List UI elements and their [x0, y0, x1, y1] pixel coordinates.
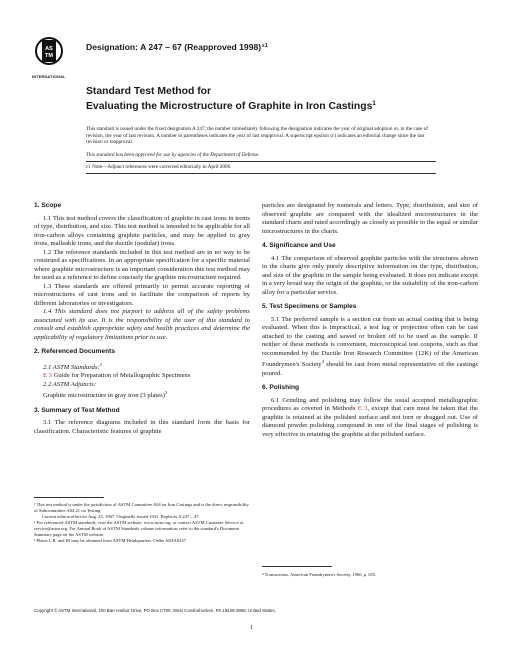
section-heading: 6. Polishing: [262, 384, 300, 392]
standard-note: This standard is issued under the fixed designation A 247; the number immediately following the designation indicates the year of original adoption or, in the case of revision, the year of last revision. A number in parentheses indicates the year of last reapproval. A superscript epsilon (ε) indicates an editorial change since the last revision or reapproval.: [86, 126, 428, 146]
footnote: ² For referenced ASTM standards, visit the ASTM website, www.astm.org, or contact ASTM Customer Service at service@astm.org. For Annual Book of ASTM Standards volume information, refer to the standard's Document Summary page on the ASTM website.: [34, 520, 243, 537]
footnote: Current edition effective Aug. 25, 1967. Originally issued 1941. Replaces A 247 – 47.: [42, 514, 200, 519]
astm-logo: [34, 34, 64, 74]
footnote: ³ Plates I, II, and III may be obtained from ASTM Headquarters. Order ADJA0247.: [34, 538, 188, 543]
page-number: 1: [250, 625, 253, 631]
paragraph: 1.2 The reference standards included in this test method are in no way to be construed as specifications. In an appropriate specification for a specific material where graphite microstructure is an important consideration this test method may be used as a reference to define concisely the graphite microstructure required.: [34, 248, 250, 281]
divider: [86, 161, 436, 162]
edit-note: ε1 Note—Adjunct references were corrected editorially in April 2006.: [86, 164, 232, 170]
svg-text:TM: TM: [45, 53, 53, 59]
paragraph: 4.1 The comparison of observed graphite particles with the structures shown in the charts give only purely descriptive information on the type, distribution, and size of the graphite in the sample being evaluated. It does not indicate except in a very broad way the origin of the graphite, or the suitability of the iron-carbon alloy for a particular service.: [262, 254, 478, 296]
svg-text:AS: AS: [45, 46, 53, 52]
footnote-rule: [34, 497, 104, 498]
logo-text: INTERNATIONAL: [32, 74, 66, 79]
paragraph: 5.1 The preferred sample is a section cut from an actual casting that is being evaluated. When this is impractical, a test lug or projection often can be cast attached to the casting and sawed or broken off to be used as the sample. If neither of these methods is convenient, microscopical test coupons, such as that recommended by the Ductile Iron Research Committee (12K) of the American Foundrymen's Society$^4$ should be cast from metal representative of the castings poured.: [262, 315, 478, 377]
footnote-rule: [262, 566, 332, 567]
right-column: [262, 196, 478, 439]
paragraph: 3.1 The reference diagrams included in this standard form the basis for classification. Characteristic features of graphite: [34, 419, 250, 435]
title-line-2: Evaluating the Microstructure of Graphite in Iron Castings$^1$: [86, 101, 376, 113]
section-heading: 1. Scope: [34, 202, 62, 209]
footnote: ¹ This test method is under the jurisdiction of ASTM Committee A04 on Iron Castings and is the direct responsibility of Subcommittee A04.21 on Testing.: [34, 502, 249, 513]
section-heading: 5. Test Specimens or Samples: [262, 303, 357, 310]
e3-link[interactable]: E 3: [43, 372, 52, 380]
document-title: [86, 86, 376, 113]
copyright-footer: Copyright © ASTM International, 100 Barr Harbor Drive, PO Box C700, West Conshohocken, PA 19428-2959, United States.: [34, 608, 276, 613]
section-heading: 4. Significance and Use: [262, 242, 336, 249]
paragraph: 1.4 This standard does not purport to address all of the safety problems associated with its use. It is the responsibility of the user of this standard to consult and establish appropriate safety and health practices and determine the applicability of regulatory limitations prior to use.: [34, 308, 250, 341]
title-line-1: Standard Test Method for: [86, 86, 212, 97]
section-heading: 2. Referenced Documents: [34, 348, 115, 355]
reference-entry: E 3 Guide for Preparation of Metallographic Specimens: [43, 372, 191, 380]
divider: [86, 173, 436, 174]
reference-label: 2.1 ASTM Standards:$^2$: [43, 361, 102, 371]
paragraph: particles are designated by numerals and letters. Type, distribution, and size of observed graphite are compared with the idealized microstructures in the standard charts and rated accordingly as closely as possible to the equal or similar microstructures in the charts.: [262, 202, 478, 235]
paragraph: 6.1 Grinding and polishing may follow the usual accepted metallographic procedures as covered in Methods E 3, except that care must be taken that the graphite is retained at the polished surface and not torn or dragged out. Use of diamond powder polishing compound in one of the final stages of polishing is very effective in retaining the graphite at the polished surface.: [262, 396, 478, 438]
defense-note: This standard has been approved for use by agencies of the Department of Defense.: [86, 152, 260, 158]
footnote: ⁴ Transactions, American Foundrymen's Society, 1960, p. 655.: [262, 572, 377, 577]
section-heading: 3. Summary of Test Method: [34, 406, 120, 414]
e3-link[interactable]: E 3: [357, 405, 368, 413]
reference-entry: Graphite microstructure in gray iron (3 plates)$^3$: [43, 390, 168, 400]
designation: Designation: A 247 – 67 (Reapproved 1998)$^{\varepsilon 1}$: [86, 42, 268, 52]
left-column: [34, 196, 250, 436]
paragraph: 1.3 These standards are offered primarily to permit accurate reporting of microstructures of cast irons and to facilitate the comparison of reports by different laboratories or investigators.: [34, 282, 250, 307]
footnotes-left: [34, 502, 250, 544]
reference-label: 2.2 ASTM Adjuncts:: [43, 380, 97, 388]
paragraph: 1.1 This test method covers the classification of graphite in cast irons in terms of type, distribution, and size. This test method is intended to be applicable for all iron-carbon alloys containing graphite particles, and may be applied to gray irons, malleable irons, and the ductile (nodular) irons.: [34, 214, 250, 247]
